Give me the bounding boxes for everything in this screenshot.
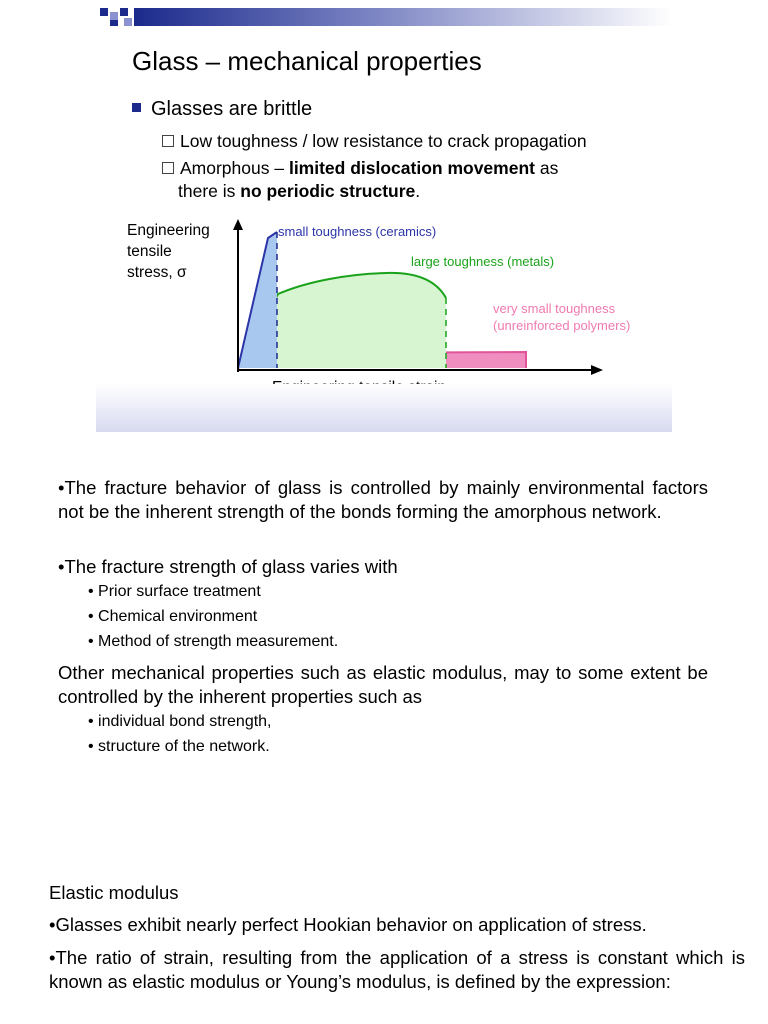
paragraph-youngs-modulus: •The ratio of strain, resulting from the application of a stress is constant which is known as elastic modulus or Young’s modulus, is defined by the expression: [49,947,745,992]
list-item: • Chemical environment [88,608,258,625]
paragraph-other-properties: Other mechanical properties such as elastic modulus, may to some extent be controlled by the inherent properties such as [58,662,708,707]
paragraph-fracture-behavior: •The fracture behavior of glass is controlled by mainly environmental factors not be the inherent strength of the bonds forming the amorphous network. [58,477,708,522]
slide-header-bar [96,8,672,26]
y-axis-arrow-icon [233,219,243,230]
series-polymers-label-2: (unreinforced polymers) [493,318,631,333]
square-bullet-icon [132,103,141,112]
x-axis-arrow-icon [591,365,603,375]
list-item: • individual bond strength, [88,713,272,730]
slide-subbullet-1-text: Low toughness / low resistance to crack propagation [180,131,587,151]
slide-subbullet-2 [162,157,558,180]
slide-subbullet-2-line2 [178,180,420,203]
slide-footer-gradient [96,384,672,432]
section-heading-elastic-modulus: Elastic modulus [49,882,179,903]
paragraph-hookian: •Glasses exhibit nearly perfect Hookian behavior on application of stress. [49,914,647,935]
series-polymers-label: very small toughness [493,301,616,316]
y-axis-label-3: stress, σ [127,264,187,281]
series-metals-label: large toughness (metals) [411,254,555,269]
checkbox-bullet-icon [162,162,174,174]
slide-image [96,0,672,432]
paragraph-fracture-strength: •The fracture strength of glass varies with [58,556,398,577]
slide-title: Glass – mechanical properties [132,46,482,76]
slide-subbullet-2-text-f: . [415,181,421,201]
y-axis-label-1: Engineering [127,222,210,239]
slide-subbullet-1 [162,130,587,153]
list-item: • structure of the network. [88,738,270,755]
y-axis-label-2: tensile [127,243,172,260]
slide-subbullet-2-text-d: there is [178,181,241,201]
slide-subbullet-2-bold-e: no periodic structure [240,181,416,201]
series-ceramics-area [238,232,277,368]
list-item: • Prior surface treatment [88,583,261,600]
slide-subbullet-2-bold-a: limited dislocation movement [288,158,535,178]
series-ceramics-label: small toughness (ceramics) [278,224,437,239]
slide-bullet-text: Glasses are brittle [151,98,313,120]
slide-subbullet-2-text-a: Amorphous – [180,158,289,178]
list-item: • Method of strength measurement. [88,633,339,650]
toughness-chart [96,210,672,400]
slide-bullet [132,98,312,121]
checkbox-bullet-icon [162,135,174,147]
slide-subbullet-2-text-c: as [534,158,559,178]
